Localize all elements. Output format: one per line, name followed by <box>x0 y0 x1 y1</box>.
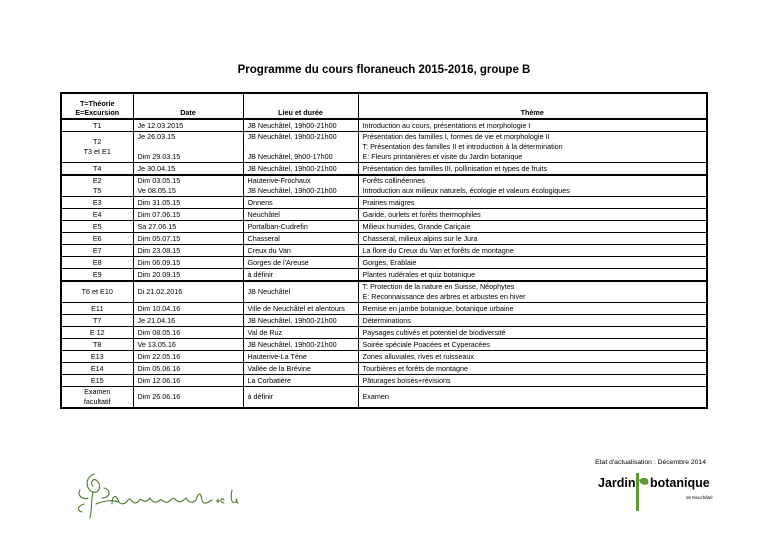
cell-date <box>133 281 243 303</box>
logo-word-botanique: botanique <box>650 476 710 490</box>
header-code-line: E=Excursion <box>75 108 120 117</box>
cell-code-line: T5 <box>93 186 102 195</box>
cell-lieu <box>243 163 358 176</box>
cell-theme <box>358 315 707 327</box>
cell-lieu <box>243 339 358 351</box>
header-theme: Thème <box>358 93 707 119</box>
table-row <box>61 163 707 176</box>
cell-code-line: T3 et E1 <box>83 147 111 156</box>
cell-code <box>61 221 133 233</box>
cell-theme-line: La flore du Creux du Van et forêts de montagne <box>362 245 514 255</box>
cell-code-line: E11 <box>91 303 104 313</box>
header-code-line: T=Théorie <box>79 99 115 108</box>
cell-theme-line: E: Reconnaissance des arbres et arbustes en hiver <box>362 292 526 301</box>
cell-date <box>133 163 243 176</box>
table-row <box>61 221 707 233</box>
cell-date <box>133 327 243 339</box>
cell-code-line: T4 <box>93 163 102 173</box>
cell-code-line: Examen <box>84 387 111 396</box>
cell-theme <box>358 132 707 163</box>
cell-date <box>133 351 243 363</box>
cell-date <box>133 269 243 282</box>
cell-theme <box>358 375 707 387</box>
cell-theme <box>358 281 707 303</box>
cell-lieu-line: Val de Ruz <box>247 327 283 337</box>
cell-theme <box>358 175 707 197</box>
cell-code <box>61 269 133 282</box>
cell-code-line: E7 <box>92 245 102 255</box>
cell-theme-line: Introduction aux milieux naturels, écologie et valeurs écologiques <box>362 186 570 195</box>
cell-lieu <box>243 363 358 375</box>
cell-code <box>61 281 133 303</box>
cell-lieu <box>243 351 358 363</box>
cell-date-line: Ve 13.05.16 <box>137 339 176 349</box>
cell-date-line: Sa 27.06.15 <box>137 221 177 231</box>
table-row <box>61 387 707 409</box>
cell-lieu-line: JB Neuchâtel <box>247 287 291 296</box>
table-row <box>61 175 707 197</box>
cell-code-line: T6 et E10 <box>81 287 113 296</box>
cell-date-line: Je 21.04.16 <box>137 315 176 325</box>
cell-date <box>133 363 243 375</box>
table-row <box>61 132 707 163</box>
table-row <box>61 315 707 327</box>
cell-date-line: Dim 05.06.16 <box>137 363 181 373</box>
cell-theme-line: Pâturages boisés+révisions <box>362 375 451 385</box>
cell-theme <box>358 327 707 339</box>
cell-lieu <box>243 257 358 269</box>
cell-date-line: Dim 20.09.15 <box>137 269 181 279</box>
cell-date <box>133 197 243 209</box>
cell-theme-line: T: Présentation des familles II et introduction à la détermination <box>362 142 563 151</box>
cell-lieu-line: Neuchâtel <box>247 209 280 219</box>
cell-lieu <box>243 245 358 257</box>
cell-date-line: Ve 08.05.15 <box>137 186 176 195</box>
cell-lieu <box>243 269 358 282</box>
cell-lieu <box>243 221 358 233</box>
cell-date-line: Di 21.02.2016 <box>137 287 183 296</box>
cell-theme-line: Présentation des familles I, formes de vie et morphologie II <box>362 132 550 141</box>
table-row <box>61 363 707 375</box>
cell-code <box>61 209 133 221</box>
cell-lieu-line: JB Neuchâtel, 9h00-17h00 <box>247 152 333 161</box>
cell-theme <box>358 269 707 282</box>
table-row <box>61 233 707 245</box>
cell-lieu-line: Ville de Neuchâtel et alentours <box>247 303 345 313</box>
cell-lieu-line: JB Neuchâtel, 19h00-21h00 <box>247 163 337 173</box>
cell-lieu-line: Onnens <box>247 197 273 207</box>
table-row <box>61 197 707 209</box>
cell-code <box>61 363 133 375</box>
table-row <box>61 375 707 387</box>
cell-code <box>61 339 133 351</box>
cell-date-line: Dim 12.06.16 <box>137 375 181 385</box>
cell-theme-line: Examen <box>362 392 389 401</box>
cell-theme <box>358 351 707 363</box>
cell-theme-line: Paysages cultivés et potentiel de biodiversité <box>362 327 506 337</box>
cell-lieu <box>243 375 358 387</box>
cell-date <box>133 119 243 132</box>
table-row <box>61 303 707 315</box>
cell-code-line: T2 <box>93 137 102 146</box>
cell-code-line: E6 <box>92 233 102 243</box>
cell-theme-line: E: Fleurs printanières et visite du Jardin botanique <box>362 152 523 161</box>
header-lieu: Lieu et durée <box>243 93 358 119</box>
cell-lieu <box>243 315 358 327</box>
logo-subtitle: de Neuchâtel <box>686 495 713 500</box>
table-row <box>61 209 707 221</box>
cell-lieu <box>243 233 358 245</box>
cell-date <box>133 132 243 163</box>
cell-lieu-line: Portalban-Cudrefin <box>247 221 308 231</box>
cell-code-line: E2 <box>92 176 102 185</box>
cell-date-line: Dim 29.03.15 <box>137 152 181 161</box>
cell-theme-line: Déterminations <box>362 315 411 325</box>
cell-lieu <box>243 281 358 303</box>
cell-date <box>133 315 243 327</box>
cell-lieu-line: JB Neuchâtel, 19h00-21h00 <box>247 186 337 195</box>
cell-date <box>133 175 243 197</box>
cell-theme <box>358 339 707 351</box>
cell-date <box>133 257 243 269</box>
cell-theme-line: Tourbières et forêts de montagne <box>362 363 468 373</box>
cell-code <box>61 257 133 269</box>
header-code <box>61 93 133 119</box>
cell-theme <box>358 303 707 315</box>
cell-lieu-line: JB Neuchâtel, 19h00-21h00 <box>247 132 337 141</box>
cell-theme <box>358 363 707 375</box>
cell-code <box>61 197 133 209</box>
cell-date <box>133 233 243 245</box>
cell-code <box>61 387 133 409</box>
cell-date-line: Je 26.03.15 <box>137 132 176 141</box>
logo-stem-icon <box>636 473 639 511</box>
cell-date-line: Dim 10.04.16 <box>137 303 181 313</box>
cell-theme <box>358 163 707 176</box>
cell-theme-line: Gorges, Erablaie <box>362 257 417 267</box>
cell-theme-line: Remise en jambe botanique, botanique urbaine <box>362 303 514 313</box>
jardin-botanique-logo <box>594 468 714 523</box>
cell-theme <box>358 209 707 221</box>
cell-lieu-line: Vallée de la Brévine <box>247 363 311 373</box>
cell-lieu-line: Hauterive-La Tène <box>247 351 307 361</box>
cell-date-line: Je 30.04.15 <box>137 163 176 173</box>
cell-date-line: Dim 06.09.15 <box>137 257 181 267</box>
cell-lieu-line: à définir <box>247 269 274 279</box>
cell-date-line <box>138 142 239 152</box>
cell-lieu-line: JB Neuchâtel, 19h00-21h00 <box>247 339 337 349</box>
cell-code-line: E14 <box>90 363 104 373</box>
cell-date-line: Dim 31.05.15 <box>137 197 181 207</box>
cell-code <box>61 163 133 176</box>
cell-lieu <box>243 327 358 339</box>
cell-theme <box>358 233 707 245</box>
cell-lieu <box>243 387 358 409</box>
cell-lieu <box>243 132 358 163</box>
cell-theme-line: Prairies maigres <box>362 197 415 207</box>
cell-theme-line: Introduction au cours, présentations et morphologie I <box>362 120 531 130</box>
cell-date <box>133 387 243 409</box>
cell-date-line: Je 12.03.2015 <box>137 120 184 130</box>
cell-theme-line: Zones alluviales, rives et ruisseaux <box>362 351 474 361</box>
cell-code-line: T1 <box>93 120 102 130</box>
cell-lieu <box>243 209 358 221</box>
cell-date-line: Dim 03.05.15 <box>137 176 181 185</box>
floraneuch-logo <box>66 470 256 525</box>
logo-word-jardin: Jardin <box>598 476 636 490</box>
cell-lieu-line: Hauterive-Frochaux <box>247 176 311 185</box>
update-note: Etat d'actualisation : Décembre 2014 <box>595 459 706 466</box>
cell-code <box>61 119 133 132</box>
cell-code-line: E13 <box>90 351 104 361</box>
table-row <box>61 245 707 257</box>
cell-code-line: E15 <box>90 375 104 385</box>
floraneuch-signature-icon <box>66 470 256 520</box>
cell-date <box>133 303 243 315</box>
cell-code-line: T7 <box>93 315 102 325</box>
cell-lieu <box>243 197 358 209</box>
header-date: Date <box>133 93 243 119</box>
cell-code-line: E8 <box>92 257 102 267</box>
cell-theme-line: Soirée spéciale Poacées et Cyperacées <box>362 339 490 349</box>
cell-code <box>61 132 133 163</box>
cell-lieu-line: Gorges de l'Areuse <box>247 257 309 267</box>
cell-code <box>61 375 133 387</box>
cell-code-line: E5 <box>92 221 102 231</box>
page-title: Programme du cours floraneuch 2015-2016, groupe B <box>237 64 531 76</box>
cell-code <box>61 245 133 257</box>
cell-lieu-line: JB Neuchâtel, 19h00-21h00 <box>247 120 337 130</box>
cell-date-line: Dim 07.06.15 <box>137 209 181 219</box>
cell-theme-line: Présentation des familles III, pollinisation et types de fruits <box>362 163 548 173</box>
cell-lieu-line: JB Neuchâtel, 19h00-21h00 <box>247 315 337 325</box>
cell-date-line: Dim 05.07.15 <box>137 233 181 243</box>
cell-lieu-line: Creux du Van <box>247 245 291 255</box>
cell-code <box>61 233 133 245</box>
table-row <box>61 327 707 339</box>
table-row <box>61 257 707 269</box>
cell-code <box>61 315 133 327</box>
table-row <box>61 281 707 303</box>
cell-code-line: facultatif <box>83 397 111 406</box>
programme-table <box>60 92 708 409</box>
table-body <box>61 119 707 408</box>
cell-date <box>133 375 243 387</box>
logo-leaf-icon <box>639 478 648 485</box>
table-row <box>61 269 707 282</box>
cell-theme-line: Chasseral, milieux alpins sur le Jura <box>362 233 478 243</box>
table-row <box>61 119 707 132</box>
cell-code-line: T8 <box>93 339 102 349</box>
cell-lieu <box>243 119 358 132</box>
cell-date <box>133 339 243 351</box>
cell-date <box>133 245 243 257</box>
table-row <box>61 339 707 351</box>
cell-code-line: E9 <box>92 269 102 279</box>
cell-lieu <box>243 303 358 315</box>
cell-date <box>133 209 243 221</box>
cell-lieu-line <box>248 142 354 152</box>
cell-code <box>61 175 133 197</box>
cell-code-line: E 12 <box>89 327 105 337</box>
table-row <box>61 351 707 363</box>
cell-date <box>133 221 243 233</box>
cell-date-line: Dim 22.05.16 <box>137 351 181 361</box>
cell-date-line: Dim 26.06.16 <box>137 392 181 401</box>
cell-code-line: E4 <box>92 209 102 219</box>
cell-theme-line: Forêts collinéennes <box>362 176 425 185</box>
cell-theme-line: Milieux humides, Grande Cariçaie <box>362 221 471 231</box>
cell-code <box>61 351 133 363</box>
cell-code <box>61 327 133 339</box>
cell-code-line: E3 <box>92 197 102 207</box>
table-header-row <box>61 93 707 119</box>
cell-theme-line: Plantes rudérales et quiz botanique <box>362 269 476 279</box>
cell-lieu <box>243 175 358 197</box>
cell-theme <box>358 257 707 269</box>
cell-theme <box>358 221 707 233</box>
cell-theme <box>358 387 707 409</box>
cell-date-line: Dim 08.05.16 <box>137 327 181 337</box>
jardin-botanique-mark-icon <box>594 468 714 518</box>
cell-lieu-line: Chasseral <box>247 233 280 243</box>
cell-theme-line: Garide, ourlets et forêts thermophiles <box>362 209 481 219</box>
cell-theme <box>358 245 707 257</box>
cell-code <box>61 303 133 315</box>
cell-lieu-line: La Corbatière <box>247 375 292 385</box>
cell-lieu-line: à définir <box>247 392 274 401</box>
cell-theme-line: T: Protection de la nature en Suisse, Néophytes <box>362 282 515 291</box>
cell-theme <box>358 197 707 209</box>
cell-date-line: Dim 23.08.15 <box>137 245 181 255</box>
cell-theme <box>358 119 707 132</box>
